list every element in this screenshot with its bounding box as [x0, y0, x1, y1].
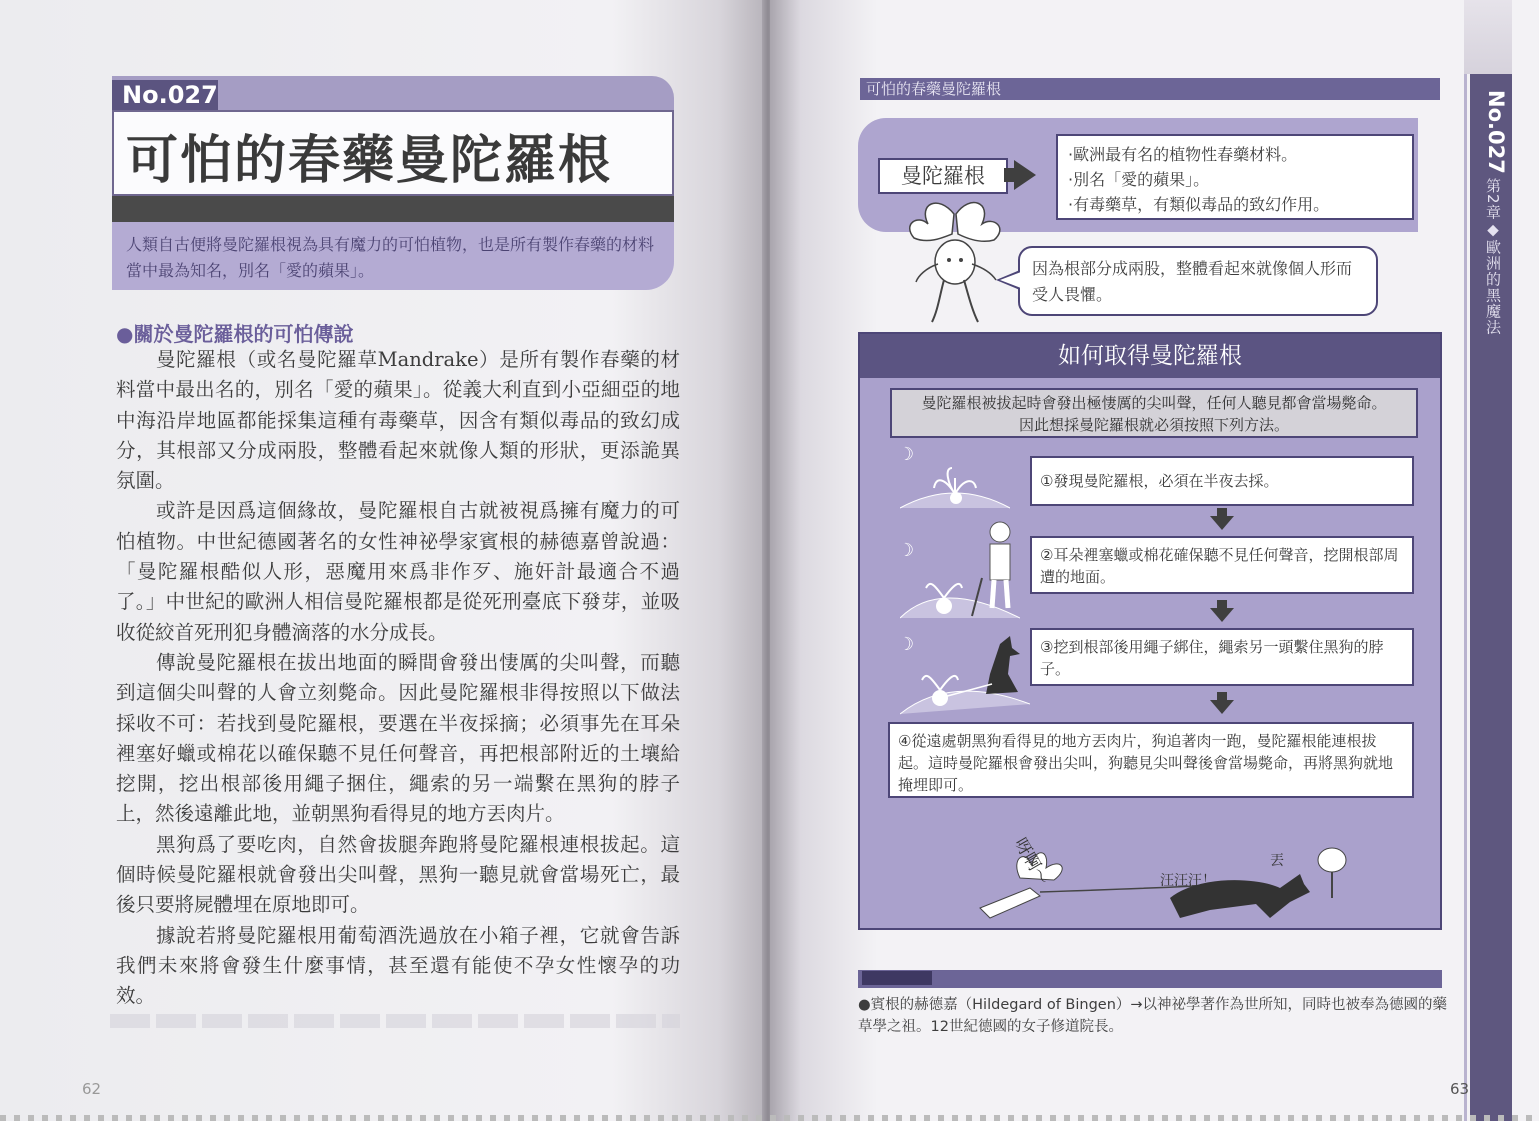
entry-number-tab: No.027: [112, 80, 218, 110]
fact-1: ·歐洲最有名的植物性春藥材料。: [1068, 145, 1298, 164]
intro-line-2: 因此想採曼陀羅根就必須按照下列方法。: [1018, 416, 1289, 434]
speech-bubble: 因為根部分成兩股，整體看起來就像個人形而受人畏懼。: [1018, 246, 1378, 316]
moon-icon: ☽: [898, 540, 915, 561]
arrow-right-icon: [1014, 160, 1036, 190]
arrow-down-icon-stem: [1217, 692, 1227, 700]
glossary-note: ●賓根的赫德嘉（Hildegard of Bingen）→以神祕學著作為世所知，同時也被奉為德國的藥草學之祖。12世紀德國的女子修道院長。: [858, 997, 1448, 1035]
dog-tied-icon: [900, 614, 1030, 724]
fact-2: ·別名「愛的蘋果」。: [1068, 170, 1210, 189]
side-tab-number: No.027: [1484, 90, 1508, 174]
arrow-down-icon: [1210, 608, 1234, 622]
mandrake-label: 曼陀羅根: [878, 158, 1008, 194]
dog-bark-text: 汪汪汪！: [1160, 873, 1216, 889]
page-number-left: 62: [82, 1080, 102, 1098]
how-to-panel: [858, 332, 1442, 930]
step-2: ②耳朵裡塞蠟或棉花確保聽不見任何聲音，挖開根部周遭的地面。: [1030, 536, 1414, 594]
glossary-header: [858, 970, 1442, 988]
scream-text: 呀啊～: [1009, 834, 1053, 889]
facts-box: [1056, 134, 1414, 220]
moon-icon: ☽: [898, 444, 915, 465]
paragraph-4: 黑狗爲了要吃肉，自然會拔腿奔跑將曼陀羅根連根拔起。這個時候曼陀羅根就會發出尖叫聲，黑狗一聽見就會當場死亡，最後只要將屍體埋在原地即可。: [116, 832, 680, 917]
step-4: ④從遠處朝黑狗看得見的地方丟肉片，狗追著肉一跑，曼陀羅根能連根拔起。這時曼陀羅根會發出尖叫，狗聽見尖叫聲後會當場斃命，再將黑狗就地掩埋即可。: [888, 722, 1414, 798]
mandrake-illustration-icon: [898, 194, 1010, 326]
title-shadow: [112, 196, 674, 222]
side-tab-top: [1464, 0, 1512, 74]
body-text: [116, 345, 680, 1012]
how-to-intro: [890, 388, 1418, 438]
side-tab: [1470, 74, 1512, 1121]
summary-box: 人類自古便將曼陀羅根視為具有魔力的可怕植物，也是所有製作春藥的材料當中最為知名，別名「愛的蘋果」。: [112, 222, 674, 290]
faint-footnote-bleed: [110, 1014, 680, 1028]
how-to-title: 如何取得曼陀羅根: [860, 334, 1440, 378]
glossary-header-label: [862, 971, 932, 985]
step-3: ③挖到根部後用繩子綁住，繩索另一頭繫住黑狗的脖子。: [1030, 628, 1414, 686]
fact-3: ·有毒藥草，有類似毒品的致幻作用。: [1068, 195, 1330, 214]
paragraph-1: 曼陀羅根（或名曼陀羅草Mandrake）是所有製作春藥的材料當中最出名的，別名「愛的蘋果」。從義大利直到小亞細亞的地中海沿岸地區都能採集這種有毒藥草，因含有類似毒品的致幻成分，其根部又分成兩股，整體看起來就像人類的形狀，更添詭異氛圍。: [116, 348, 680, 493]
side-tab-line: [1464, 74, 1467, 1121]
step-1: ①發現曼陀羅根，必須在半夜去採。: [1030, 456, 1414, 506]
side-tab-chapter: 第2章◆歐洲的黑魔法: [1484, 178, 1502, 336]
arrow-down-icon-stem: [1217, 508, 1227, 516]
page-title: 可怕的春藥曼陀羅根: [126, 131, 613, 191]
mandrake-sprout-icon: [900, 448, 1010, 518]
moon-icon: ☽: [898, 634, 915, 655]
digging-man-icon: [900, 518, 1020, 628]
paragraph-5: 據說若將曼陀羅根用葡萄酒洗過放在小箱子裡，它就會告訴我們未來將會發生什麼事情，甚至還有能使不孕女性懷孕的功效。: [116, 923, 680, 1008]
how-to-body: [860, 378, 1440, 928]
page-number-right: 63: [1450, 1080, 1470, 1098]
paragraph-3: 傳說曼陀羅根在拔出地面的瞬間會發出悽厲的尖叫聲，而聽到這個尖叫聲的人會立刻斃命。因此曼陀羅根非得按照以下做法採收不可：若找到曼陀羅根，要選在半夜採摘；必須事先在耳朵裡塞好蠟或棉花以確保聽不見任何聲音，再把根部附近的土壤給挖開，挖出根部後用繩子捆住，繩索的另一端繫在黑狗的脖子上，然後遠離此地，並朝黑狗看得見的地方丟肉片。: [116, 650, 680, 826]
paragraph-2: 或許是因爲這個緣故，曼陀羅根自古就被視爲擁有魔力的可怕植物。中世紀德國著名的女性神祕學家賓根的赫德嘉曾說過：「曼陀羅根酷似人形，惡魔用來爲非作歹、施奸計最適合不過了。」中世紀的歐洲人相信曼陀羅根都是從死刑臺底下發芽，並吸收從絞首死刑犯身體滴落的水分成長。: [116, 499, 680, 644]
arrow-down-icon-stem: [1217, 600, 1227, 608]
right-page: [770, 0, 1539, 1121]
left-page: [0, 0, 765, 1121]
section-heading: ●關於曼陀羅根的可怕傳說: [116, 322, 354, 346]
arrow-down-icon: [1210, 700, 1234, 714]
page-header: 可怕的春藥曼陀羅根: [860, 78, 1440, 100]
title-box: [112, 110, 674, 196]
throw-text: 丟: [1270, 853, 1284, 869]
intro-line-1: 曼陀羅根被拔起時會發出極悽厲的尖叫聲，任何人聽見都會當場斃命。: [921, 394, 1387, 412]
bottom-dotted-border: [0, 1115, 1539, 1121]
arrow-down-icon: [1210, 516, 1234, 530]
